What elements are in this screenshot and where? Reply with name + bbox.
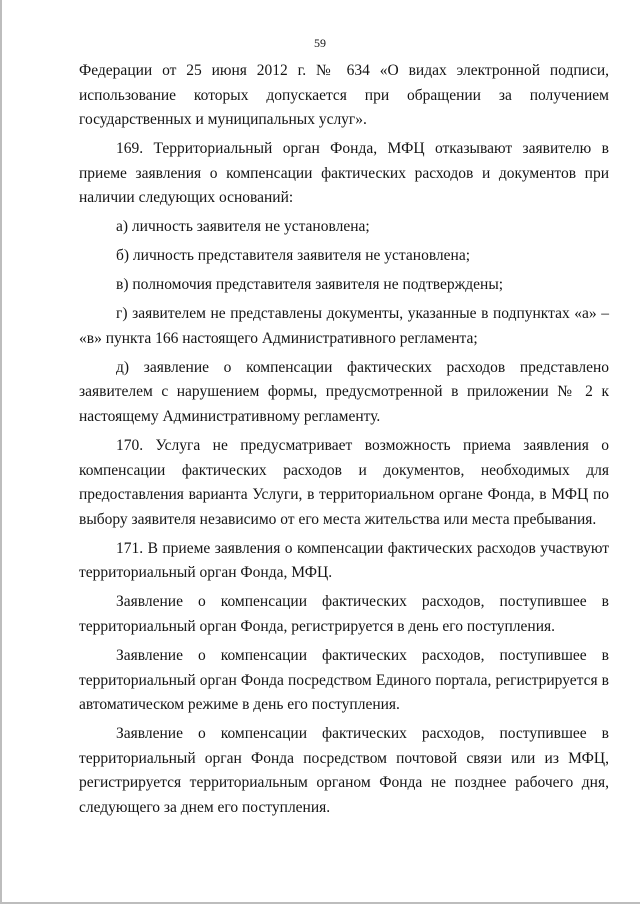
paragraph-169: 169. Территориальный орган Фонда, МФЦ отказывают заявителю в приеме заявления о компенсации фактических расходов и документов при наличии следующих оснований: — [79, 140, 609, 207]
paragraph-registration-portal: Заявление о компенсации фактических расходов, поступившее в территориальный орган Фонда посредством Единого портала, регистрируется в автоматическом режиме в день его поступления. — [79, 646, 609, 714]
paragraph-continuation-federation: Федерации от 25 июня 2012 г. № 634 «О видах электронной подписи, использование которых допускается при обращении за получением государственных и муниципальных услуг». — [79, 62, 609, 129]
document-body — [79, 59, 609, 825]
scan-left-edge — [0, 0, 2, 904]
paragraph-registration-post: Заявление о компенсации фактических расходов, поступившее в территориальный орган Фонда посредством почтовой связи или из МФЦ, регистрируется территориальным органом Фонда не позднее рабочего дня, следующего за днем его поступления. — [79, 725, 609, 816]
paragraph-170: 170. Услуга не предусматривает возможность приема заявления о компенсации фактических расходов и документов, необходимых для предоставления варианта Услуги, в территориальном органе Фонда, в МФЦ по выбору заявителя независимо от его места жительства или места пребывания. — [79, 437, 609, 528]
paragraph-item-g: г) заявителем не представлены документы, указанные в подпунктах «а» – «в» пункта 166 настоящего Административного регламента; — [79, 305, 609, 347]
paragraph-item-b: б) личность представителя заявителя не установлена; — [116, 247, 471, 265]
paragraph-item-v: в) полномочия представителя заявителя не подтверждены; — [116, 276, 504, 294]
page-number: 59 — [314, 36, 326, 50]
paragraph-item-d: д) заявление о компенсации фактических расходов представлено заявителем с нарушением формы, предусмотренной в приложении № 2 к настоящему Административному регламенту. — [79, 358, 609, 426]
paragraph-171: 171. В приеме заявления о компенсации фактических расходов участвуют территориальный орган Фонда, МФЦ. — [79, 539, 609, 582]
paragraph-item-a: а) личность заявителя не установлена; — [116, 218, 370, 236]
paragraph-registration-day: Заявление о компенсации фактических расходов, поступившее в территориальный орган Фонда, регистрируется в день его поступления. — [79, 593, 609, 635]
